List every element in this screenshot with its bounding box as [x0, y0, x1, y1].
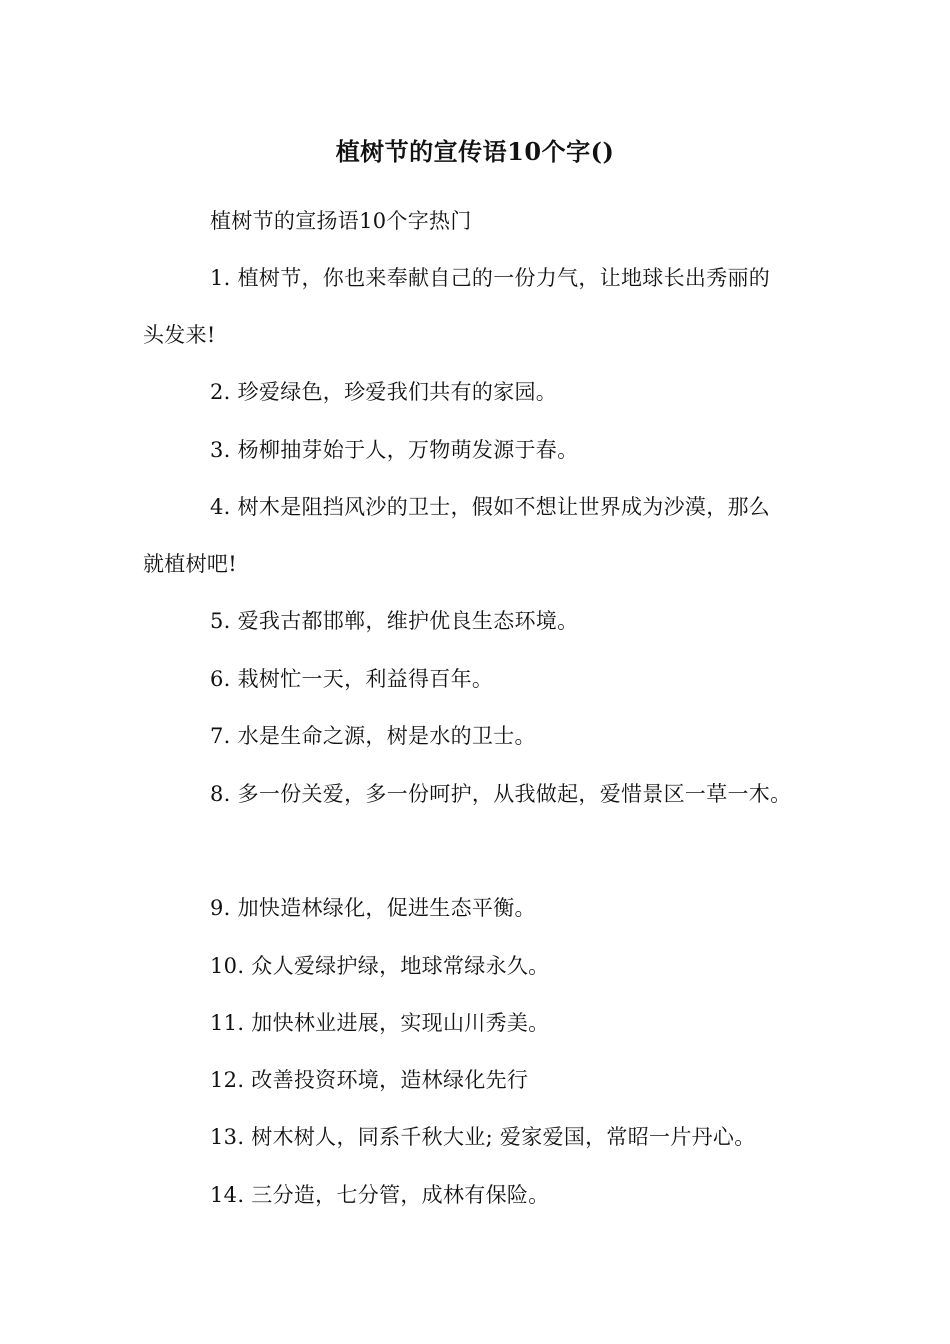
- list-item-13: 13. 树木树人，同系千秋大业; 爱家爱国，常昭一片丹心。: [210, 1125, 756, 1149]
- list-item-5: 5. 爱我古都邯郸，维护优良生态环境。: [210, 609, 579, 633]
- list-item-14: 14. 三分造，七分管，成林有保险。: [210, 1183, 550, 1207]
- list-item-1: 1. 植树节，你也来奉献自己的一份力气，让地球长出秀丽的: [210, 266, 771, 290]
- list-item-11: 11. 加快林业进展，实现山川秀美。: [210, 1011, 550, 1035]
- list-item-4-continued: 就植树吧!: [143, 552, 237, 576]
- list-item-7: 7. 水是生命之源，树是水的卫士。: [210, 724, 536, 748]
- list-item-12: 12. 改善投资环境，造林绿化先行: [210, 1068, 529, 1092]
- list-item-6: 6. 栽树忙一天，利益得百年。: [210, 667, 494, 691]
- list-item-4: 4. 树木是阻挡风沙的卫士，假如不想让世界成为沙漠，那么: [210, 495, 771, 519]
- list-item-1-continued: 头发来!: [143, 323, 216, 347]
- document-subtitle: 植树节的宣扬语10个字热门: [210, 209, 472, 233]
- list-item-2: 2. 珍爱绿色，珍爱我们共有的家园。: [210, 380, 558, 404]
- list-item-8: 8. 多一份关爱，多一份呵护，从我做起，爱惜景区一草一木。: [210, 782, 792, 806]
- list-item-9: 9. 加快造林绿化，促进生态平衡。: [210, 896, 536, 920]
- list-item-3: 3. 杨柳抽芽始于人，万物萌发源于春。: [210, 438, 579, 462]
- document-title: 植树节的宣传语10个字(): [335, 137, 615, 166]
- list-item-10: 10. 众人爱绿护绿，地球常绿永久。: [210, 954, 550, 978]
